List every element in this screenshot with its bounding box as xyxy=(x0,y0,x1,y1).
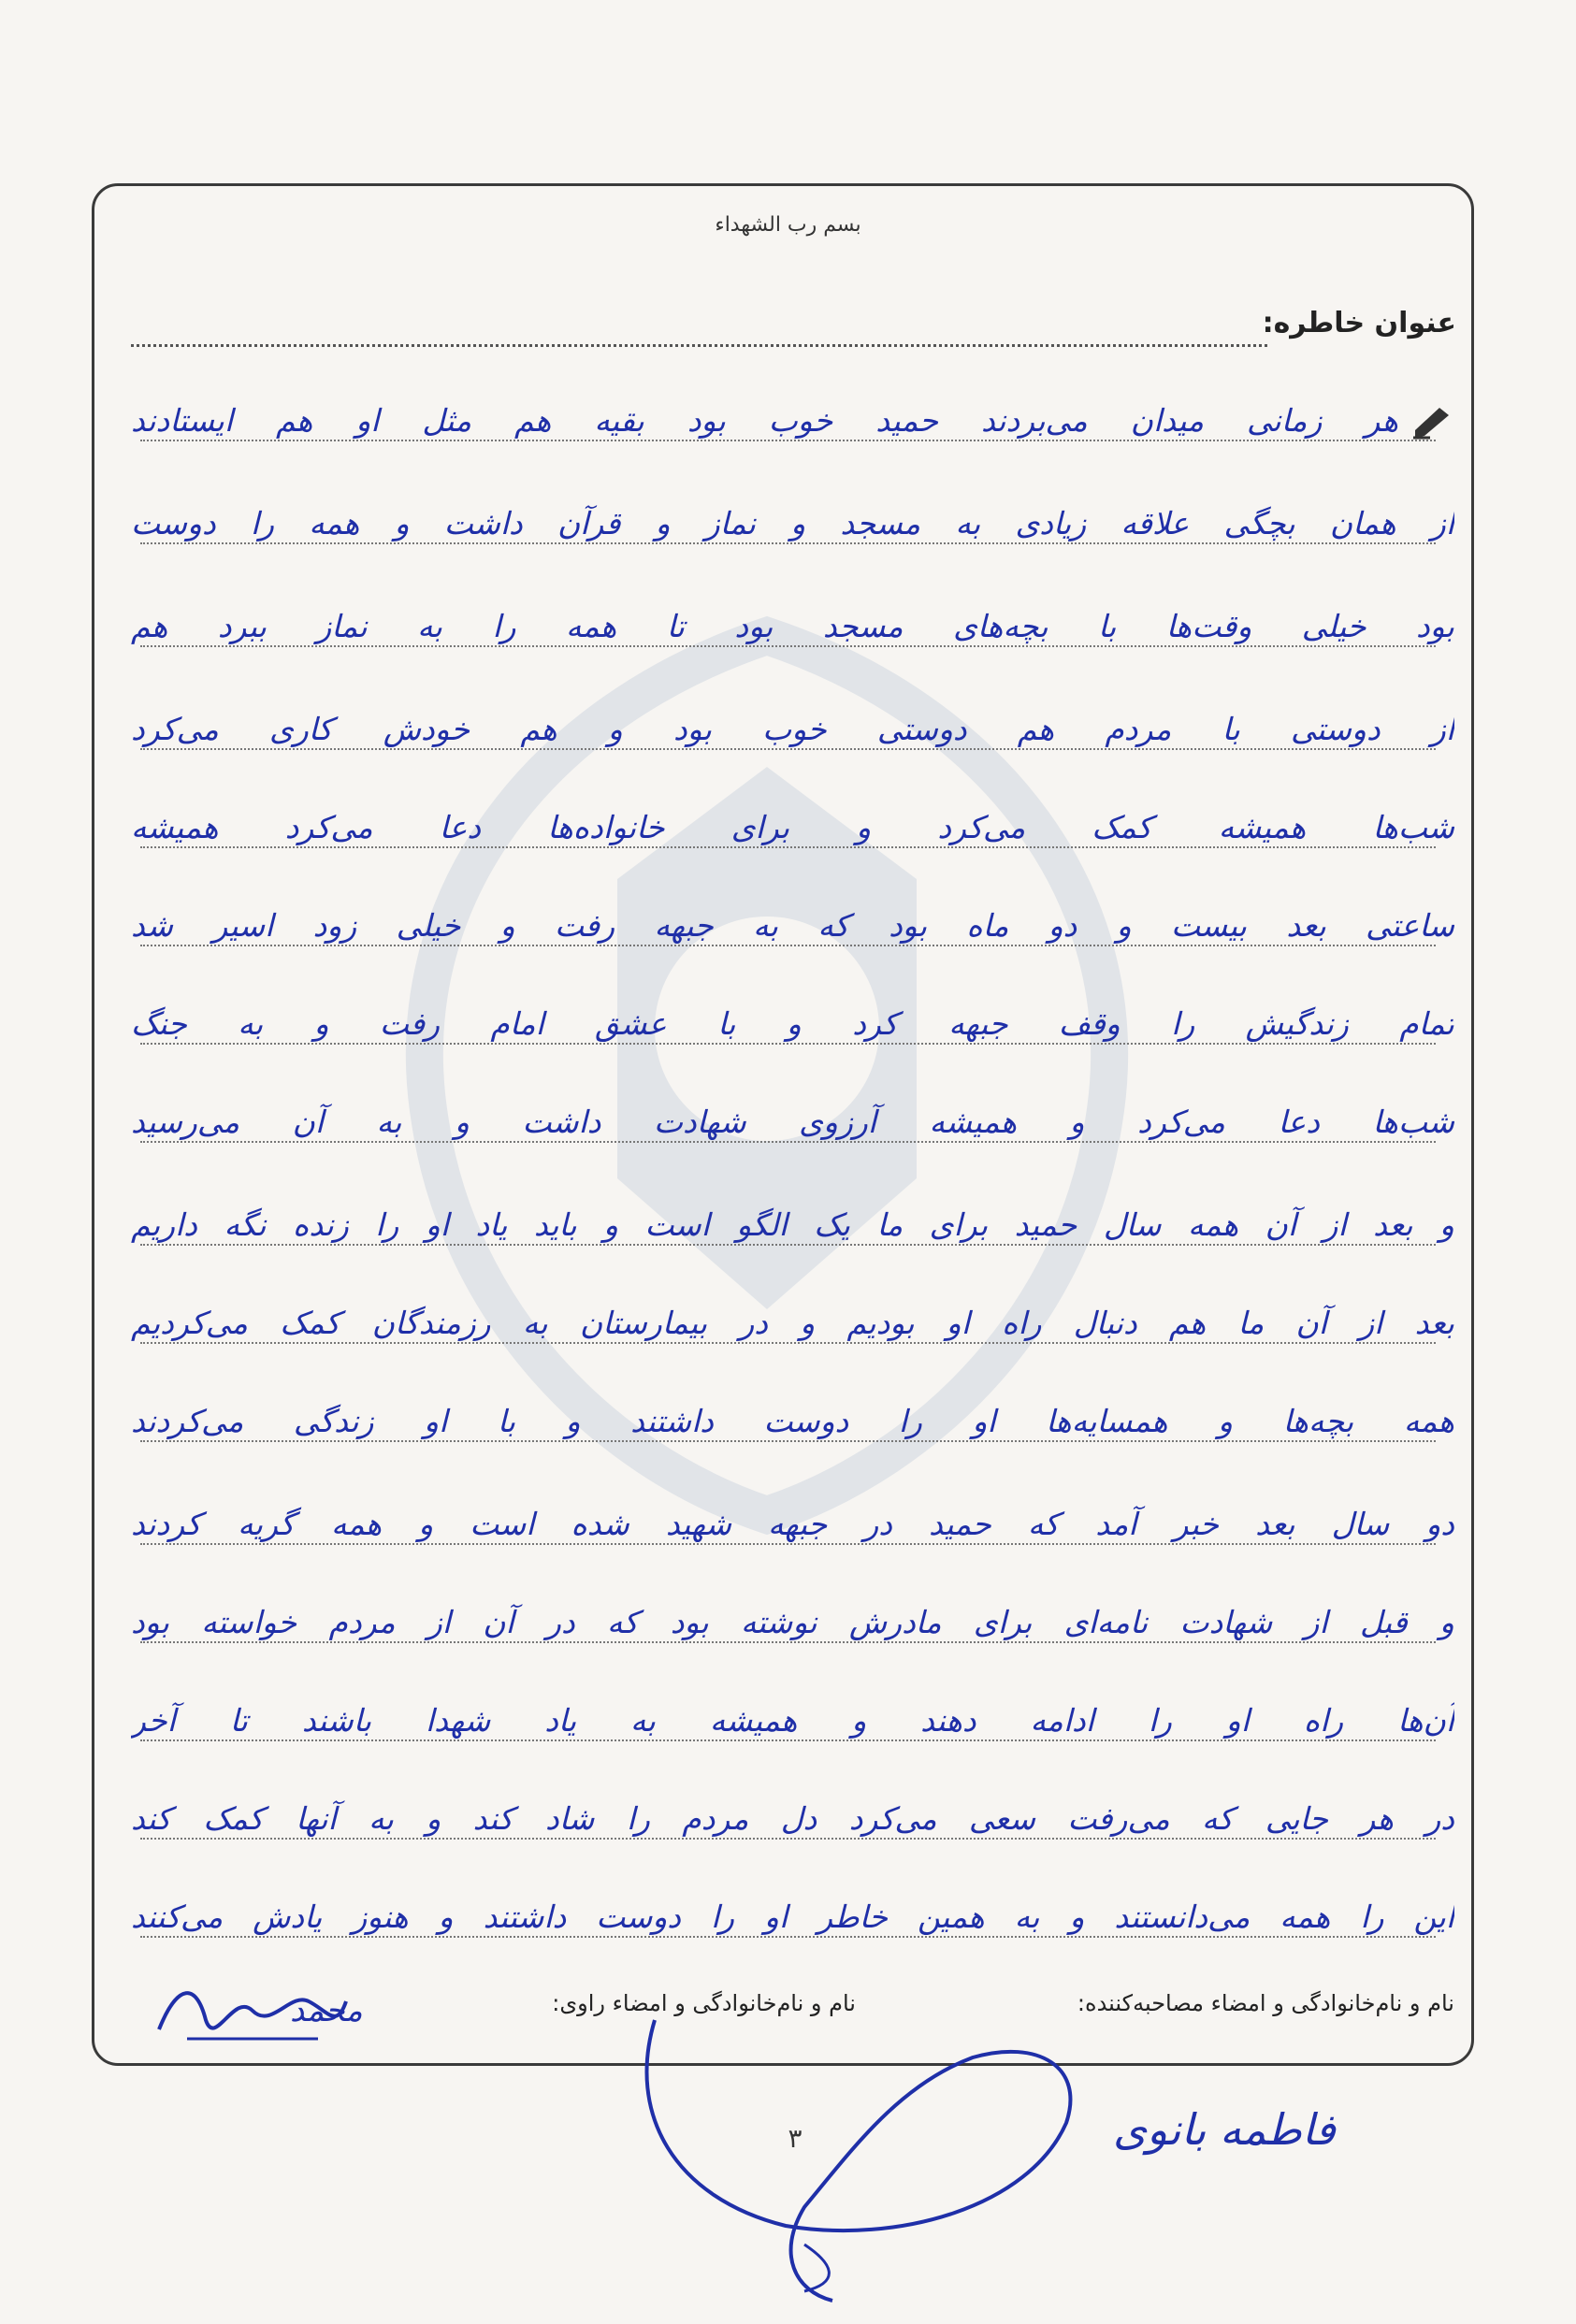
handwritten-line: آن‌ها راه او را ادامه دهند و همیشه به یاد شهدا باشند تا آخر xyxy=(131,1702,1454,1739)
handwritten-line: دو سال بعد خبر آمد که حمید در جبهه شهید شده است و همه گریه کردند xyxy=(131,1506,1454,1542)
interviewer-signature xyxy=(617,1964,1104,2319)
memoir-title-label: عنوان خاطره: xyxy=(1262,307,1456,339)
handwritten-line: در هر جایی که می‌رفت سعی می‌کرد دل مردم را شاد کند و به آنها کمک کند xyxy=(131,1800,1454,1837)
page-number: ۳ xyxy=(788,2123,802,2154)
handwritten-line: هر زمانی میدان می‌بردند حمید خوب بود بقیه هم مثل او هم ایستادند xyxy=(131,402,1398,439)
handwritten-line: بعد از آن ما هم دنبال راه او بودیم و در بیمارستان به رزمندگان کمک می‌کردیم xyxy=(131,1305,1454,1341)
interviewer-label: نام و نام‌خانوادگی و امضاء مصاحبه‌کننده: xyxy=(1077,1990,1454,2016)
interviewer-name-signature: فاطمه بانوی xyxy=(1113,2104,1336,2155)
handwritten-line: از همان بچگی علاقه زیادی به مسجد و نماز و قرآن داشت و همه را دوست xyxy=(131,505,1454,541)
handwritten-line: از دوستی با مردم هم دوستی خوب بود و هم خودش کاری می‌کرد xyxy=(131,711,1454,747)
handwritten-line: و بعد از آن همه سال حمید برای ما یک الگو است و باید یاد او را زنده نگه داریم xyxy=(131,1206,1454,1243)
narrator-label: نام و نام‌خانوادگی و امضاء راوی: xyxy=(552,1990,856,2016)
handwritten-line: بود خیلی وقت‌ها با بچه‌های مسجد بود تا همه را به نماز ببرد هم xyxy=(131,608,1454,644)
page-heading: بسم رب الشهداء xyxy=(715,213,861,237)
handwritten-line: تمام زندگیش را وقف جبهه کرد و با عشق امام رفت و به جنگ xyxy=(131,1005,1454,1042)
narrator-signature-text: محمد xyxy=(290,1992,363,2029)
handwritten-line: همه بچه‌ها و همسایه‌ها او را دوست داشتند و با او زندگی می‌کردند xyxy=(131,1403,1454,1439)
handwritten-line: و قبل از شهادت نامه‌ای برای مادرش نوشته بود که در آن از مردم خواسته بود xyxy=(131,1604,1454,1640)
handwritten-line: این را همه می‌دانستند و به همین خاطر او را دوست داشتند و هنوز یادش می‌کنند xyxy=(131,1898,1454,1935)
handwritten-line: شب‌ها همیشه کمک می‌کرد و برای خانواده‌ها دعا می‌کرد همیشه xyxy=(131,809,1454,845)
handwritten-line: شب‌ها دعا می‌کرد و همیشه آرزوی شهادت داشت و به آن می‌رسید xyxy=(131,1104,1454,1140)
handwritten-line: ساعتی بعد بیست و دو ماه بود که به جبهه رفت و خیلی زود اسیر شد xyxy=(131,907,1454,944)
